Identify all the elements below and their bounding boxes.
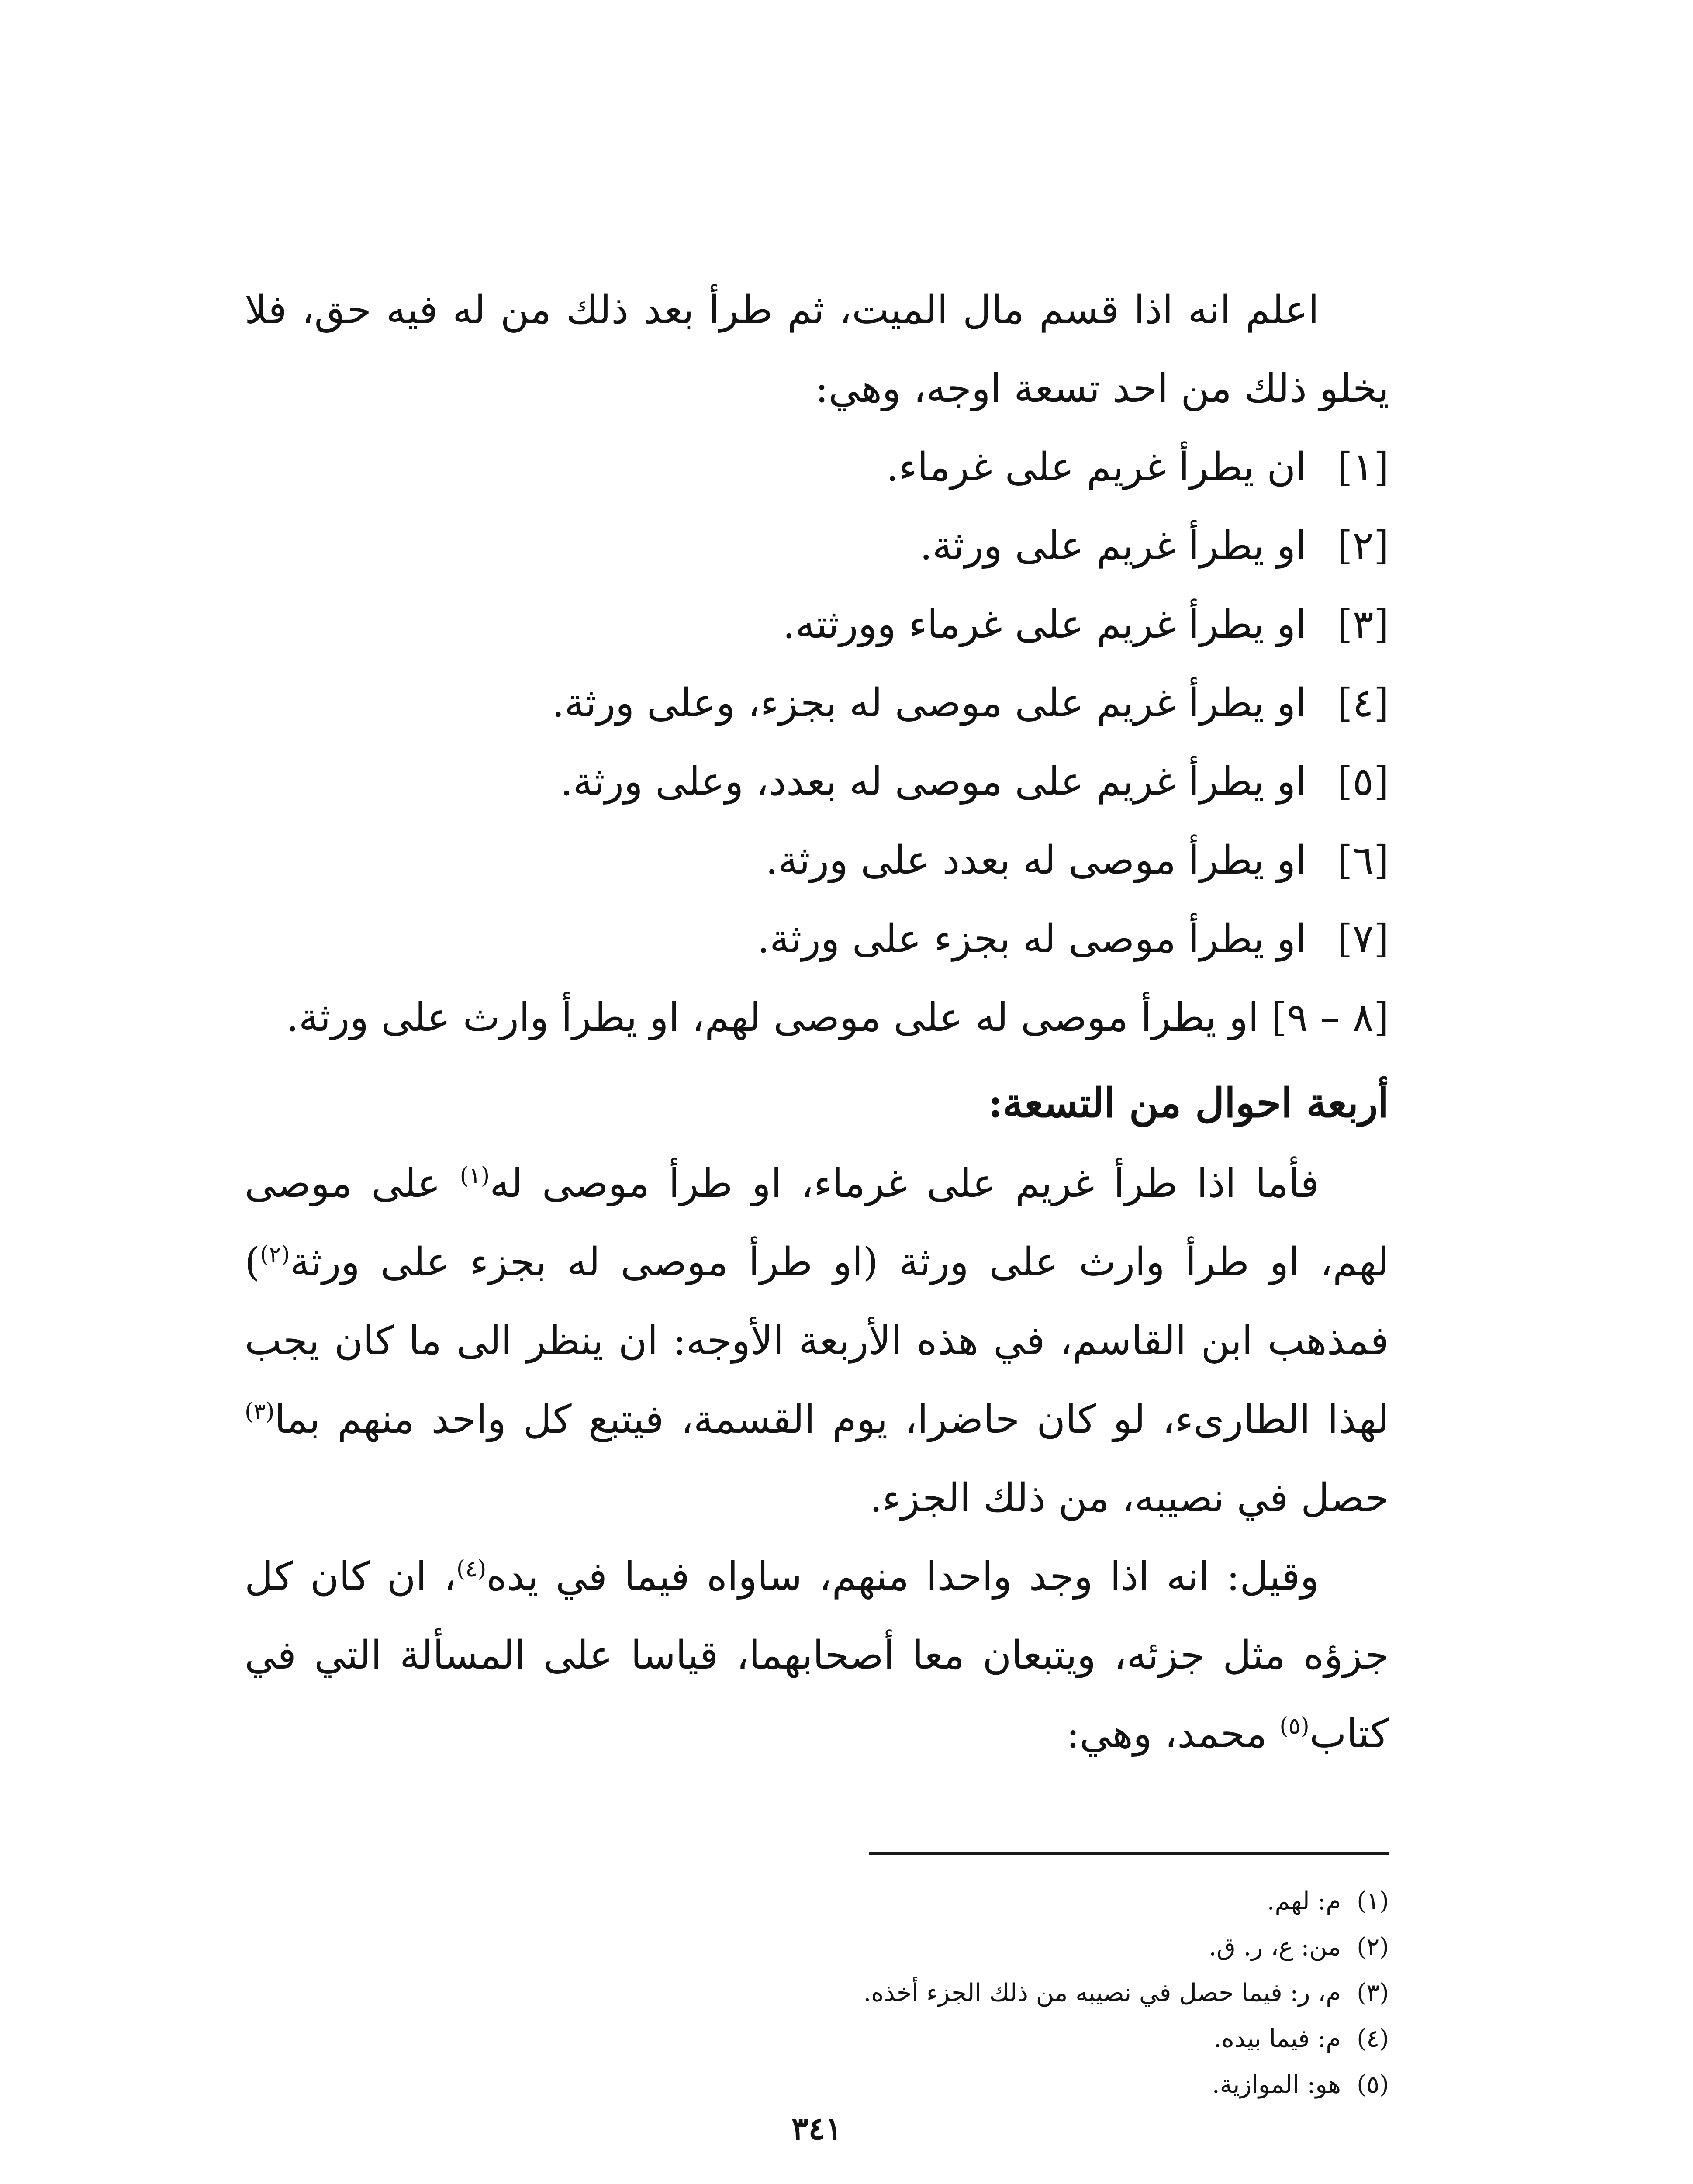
text-run: ، ان كان كل جزؤه مثل جزئه، ويتبعان معا أصحابهما، قياسا على المسألة التي في كتاب [245,1554,1389,1757]
footnote-number: (٤) [1357,2025,1389,2053]
item-number: [٢] [1337,523,1389,569]
footnote-ref: (٤) [456,1556,487,1582]
footnote-item [245,1924,1389,1970]
item-text: او يطرأ موصى له على موصى لهم، او يطرأ وارث على ورثة. [286,995,1259,1040]
item-text: او يطرأ موصى له بجزء على ورثة. [757,916,1307,962]
item-text: ان يطرأ غريم على غرماء. [886,444,1307,490]
text-run: فأما اذا طرأ غريم على غرماء، او طرأ موصى له [490,1161,1320,1206]
footnotes [245,1878,1389,2108]
footnote-item [245,1878,1389,1924]
footnote-item [245,1970,1389,2016]
body-paragraph-2 [245,1538,1389,1773]
item-number: [٦] [1337,837,1389,883]
section-heading: أربعة احوال من التسعة: [988,1079,1389,1127]
text-run: ) فمذهب ابن القاسم، في هذه الأربعة الأوجه: ان ينظر الى ما كان يجب لهذا الطارىء، لو كان حاضرا، يوم القسمة، فيتبع كل واحد منهم بما [245,1239,1389,1442]
footnote-text: م: فيما بيده. [1213,2025,1341,2053]
list-item [245,821,1389,900]
item-number: [٤] [1337,680,1389,726]
footnote-divider [869,1852,1389,1855]
item-number: [٥] [1337,759,1389,805]
intro-paragraph: اعلم انه اذا قسم مال الميت، ثم طرأ بعد ذلك من له فيه حق، فلا يخلو ذلك من احد تسعة اوجه، وهي: [245,287,1389,411]
item-text: او يطرأ غريم على غرماء وورثته. [783,601,1307,647]
list-item [245,664,1389,743]
footnote-text: م، ر: فيما حصل في نصيبه من ذلك الجزء أخذه. [863,1979,1341,2007]
footnote-number: (٢) [1357,1933,1389,1961]
item-number: [٨ – ٩] [1271,995,1389,1040]
book-page [245,262,1389,2184]
item-number: [٧] [1337,916,1389,962]
list-item [245,900,1389,978]
list-item [245,743,1389,821]
list-item [245,428,1389,507]
item-number: [١] [1337,444,1389,490]
footnote-item [245,2062,1389,2108]
footnote-ref: (١) [460,1163,490,1189]
cases-list [245,428,1389,1057]
item-text: او يطرأ غريم على ورثة. [919,523,1307,569]
text-run: وقيل: انه اذا وجد واحدا منهم، ساواه فيما في يده [486,1554,1320,1600]
footnote-item [245,2016,1389,2062]
item-text: او يطرأ غريم على موصى له بعدد، وعلى ورثة. [560,759,1307,805]
footnote-text: م: لهم. [1267,1887,1341,1915]
text-run: على موصى لهم، او طرأ وارث على ورثة (او طرأ موصى له بجزء على ورثة [245,1161,1389,1285]
footnote-ref: (٢) [260,1241,290,1268]
footnote-text: من: ع، ر. ق. [1209,1933,1341,1961]
footnote-ref: (٥) [1279,1713,1309,1739]
list-item [245,507,1389,585]
footnote-number: (٣) [1357,1979,1389,2007]
footnote-ref: (٣) [245,1399,275,1425]
text-run: محمد، وهي: [1066,1711,1280,1757]
footnote-number: (١) [1357,1887,1389,1915]
item-number: [٣] [1337,601,1389,647]
footnote-number: (٥) [1357,2070,1389,2099]
list-item [245,585,1389,664]
page-number: ٣٤١ [791,2110,842,2147]
body-paragraph-1 [245,1144,1389,1538]
list-item-8-9 [245,978,1389,1057]
item-text: او يطرأ موصى له بعدد على ورثة. [765,837,1307,883]
footnote-text: هو: الموازية. [1212,2070,1341,2099]
item-text: او يطرأ غريم على موصى له بجزء، وعلى ورثة. [552,680,1307,726]
text-run: حصل في نصيبه، من ذلك الجزء. [870,1475,1389,1521]
